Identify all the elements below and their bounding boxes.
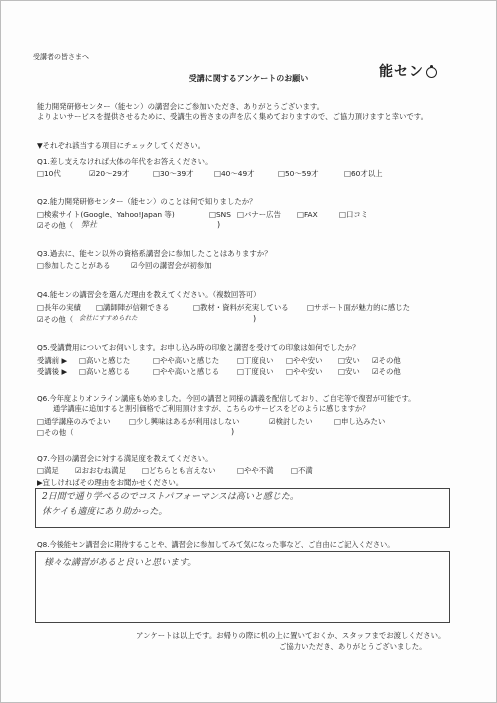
q5-row-label: 受講後 ▶ [37, 367, 68, 376]
instruction-line: ▼それぞれ該当する項目にチェックしてください。 [37, 141, 206, 150]
q4-option[interactable]: □講師陣が信頼できる [96, 303, 170, 312]
q5-option[interactable]: □やや安い [286, 367, 323, 376]
q5-option[interactable]: □やや安い [286, 356, 323, 365]
q5-option[interactable]: □安い [338, 356, 360, 365]
q3-question: Q3.過去に、能セン以外の資格系講習会に参加したことはありますか？ [37, 249, 272, 258]
intro-line-2: よりよいサービスを提供させるために、受講生の皆さまの声を広く集めておりますので、ご協力頂けますと幸いです。 [37, 112, 428, 121]
q1-option[interactable]: □30～39才 [153, 169, 194, 178]
q8-answer: 様々な講習があると良いと思います。 [44, 558, 197, 568]
close-paren: ) [231, 427, 235, 436]
close-paren: ) [217, 220, 221, 229]
noucen-logo [379, 61, 437, 81]
q2-option[interactable]: □検索サイト(Google、Yahoo!Japan 等) [37, 210, 175, 219]
footer-line-1: アンケートは以上です。お帰りの際に机の上に置いておくか、スタッフまでお渡しください。 [136, 631, 446, 640]
q6-option[interactable]: □少し興味はあるが利用はしない [129, 417, 240, 426]
q4-other-answer[interactable]: 会社にすすめられた [79, 314, 138, 322]
q4-question: Q4.能センの講習会を選んだ理由を教えてください。（複数回答可） [37, 290, 261, 299]
survey-title: 受講に関するアンケートのお願い [188, 74, 309, 83]
q5-option[interactable]: ☑その他 [372, 356, 401, 365]
q7-option[interactable]: ☑おおむね満足 [75, 466, 126, 475]
q2-option[interactable]: □口コミ [339, 210, 369, 219]
close-paren: ) [253, 314, 257, 323]
q5-option[interactable]: □丁度良い [237, 367, 274, 376]
q7-answer-line: 休ケイも適度にあり助かった。 [42, 507, 168, 517]
q7-question: Q7.今回の講習会に対する満足度を教えてください。 [37, 454, 213, 463]
q3-option[interactable]: ☑今回の講習会が初参加 [131, 261, 212, 270]
q1-option[interactable]: ☑20～29才 [89, 169, 130, 178]
q5-option[interactable]: □高いと感じる [79, 367, 131, 376]
q2-option[interactable]: □FAX [297, 210, 318, 219]
q5-option[interactable]: □丁度良い [237, 356, 274, 365]
q5-option[interactable]: □安い [338, 367, 360, 376]
q5-question: Q5.受講費用についてお伺いします。お申し込み時の印象と講習を受けての印象は如何でしたか？ [37, 343, 360, 352]
q7-option[interactable]: □満足 [37, 466, 59, 475]
q2-other-answer[interactable]: 弊社 [81, 220, 97, 229]
q6-option[interactable]: □申し込みたい [334, 417, 386, 426]
footer-line-2: ご協力いただき、ありがとうございました。 [279, 642, 427, 651]
q7-option[interactable]: □やや不満 [237, 466, 274, 475]
q1-option[interactable]: □10代 [37, 169, 61, 178]
q4-option[interactable]: □長年の実績 [37, 303, 81, 312]
q3-option[interactable]: □参加したことがある [37, 261, 111, 270]
recipient-line: 受講者の皆さまへ [33, 53, 89, 61]
q6-option[interactable]: ☑検討したい [269, 417, 313, 426]
q5-row-label: 受講前 ▶ [37, 356, 68, 365]
q6-question-continued: 通学講座に追加すると割引価格でご利用頂けますが、こちらのサービスをどのように感じますか？ [53, 404, 370, 413]
q8-comment-textarea[interactable] [35, 551, 450, 623]
q4-option[interactable]: □サポート面が魅力的に感じた [307, 303, 411, 312]
q7-reason-prompt: ▶宜しければその理由をお聞かせください。 [37, 478, 184, 487]
q7-answer-line: 2日間で通り学べるのでコストパフォーマンスは高いと感じた。 [42, 492, 299, 502]
q1-option[interactable]: □60才以上 [344, 169, 383, 178]
q6-option[interactable]: □通学講座のみでよい [37, 417, 111, 426]
q5-option[interactable]: □やや高いと感じた [153, 356, 220, 365]
q4-option[interactable]: □教材・資料が充実している [193, 303, 289, 312]
q2-option[interactable]: □バナー広告 [237, 210, 281, 219]
q2-option[interactable]: □SNS [209, 210, 231, 219]
q1-option[interactable]: □50～59才 [278, 169, 319, 178]
q1-option[interactable]: □40～49才 [214, 169, 255, 178]
q7-option[interactable]: □どちらとも言えない [142, 466, 216, 475]
q2-question: Q2.能力開発研修センター（能セン）のことは何で知りましたか？ [37, 197, 257, 206]
q8-question: Q8.今後能セン講習会に期待することや、講習会に参加してみて気になった事など、ご自由にご記入ください。 [37, 540, 395, 549]
q7-reason-textarea[interactable] [35, 488, 450, 528]
logo-text: 能セン [379, 64, 424, 80]
q5-option[interactable]: ☑その他 [372, 367, 401, 376]
q6-question: Q6.今年度よりオンライン講座も始めました。今回の講習と同様の講義を配信しており、ご自宅等で復習が可能です。 [37, 394, 416, 403]
q7-option[interactable]: □不満 [291, 466, 313, 475]
q4-other-label[interactable]: ☑その他（ [37, 315, 74, 324]
q6-other-label[interactable]: □その他（ [37, 428, 74, 437]
q2-other-label[interactable]: ☑その他（ [37, 221, 74, 230]
q1-question: Q1.差し支えなければ大体の年代をお答えください。 [37, 157, 213, 166]
logo-mark-icon [426, 67, 437, 78]
intro-line-1: 能力開発研修センター（能セン）の講習会にご参加いただき、ありがとうございます。 [37, 102, 325, 111]
q5-option[interactable]: □やや高いと感じる [153, 367, 220, 376]
q5-option[interactable]: □高いと感じた [79, 356, 131, 365]
